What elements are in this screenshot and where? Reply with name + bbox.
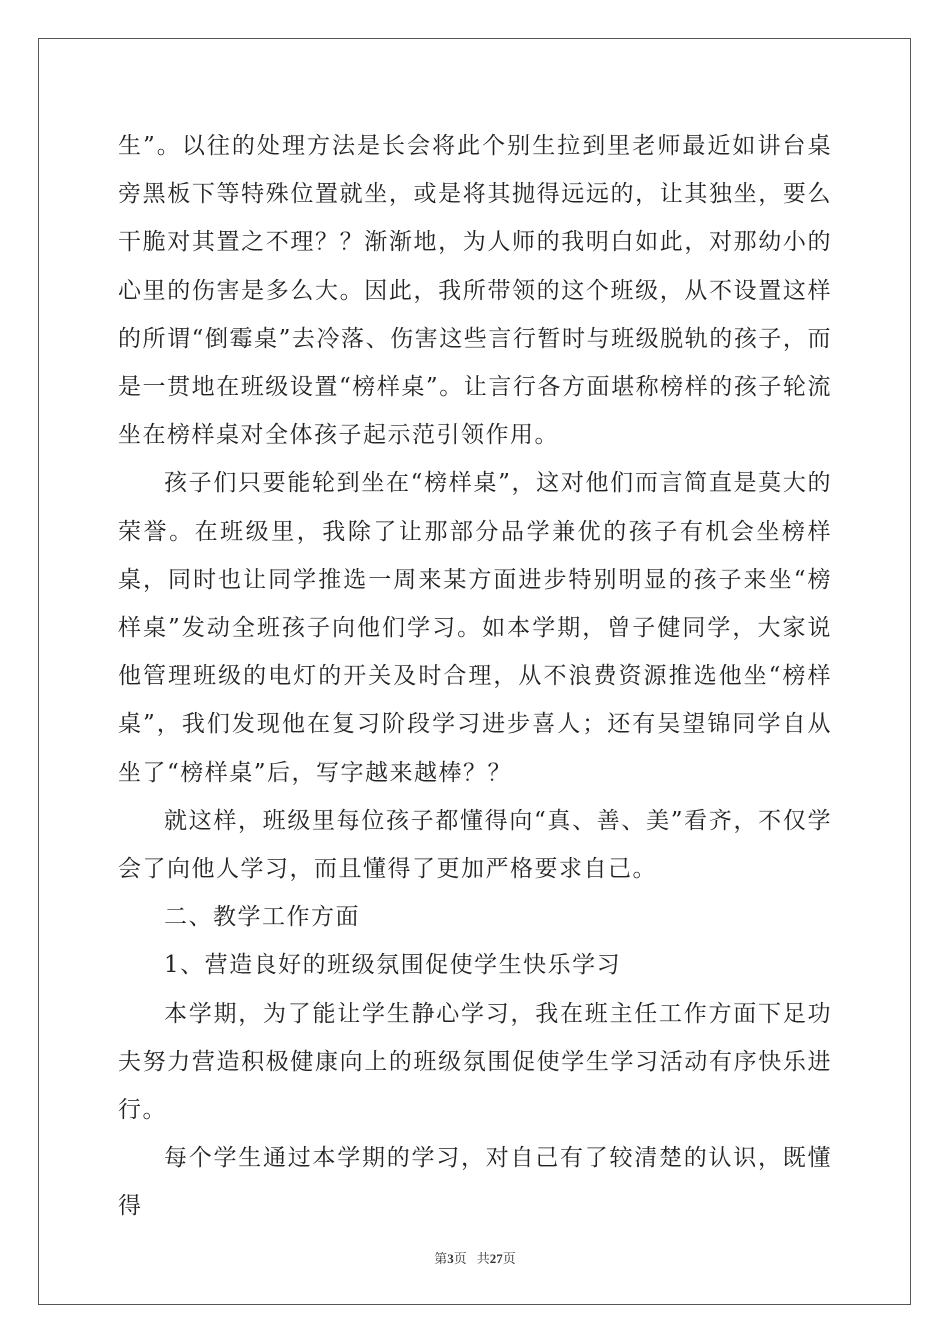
page-total: 27	[489, 1251, 503, 1266]
total-prefix: 共	[476, 1252, 490, 1267]
paragraph-4: 本学期，为了能让学生静心学习，我在班主任工作方面下足功夫努力营造积极健康向上的班级氛围促使学生学习活动有序快乐进行。	[118, 1000, 832, 1124]
page-suffix: 页	[453, 1252, 467, 1267]
paragraph-5: 每个学生通过本学期的学习，对自己有了较清楚的认识，既懂得	[118, 1145, 832, 1220]
section-heading-teaching: 二、教学工作方面	[164, 904, 360, 931]
page-current: 3	[447, 1251, 454, 1266]
page-prefix: 第	[434, 1252, 448, 1267]
paragraph-2: 孩子们只要能轮到坐在“榜样桌”，这对他们而言简直是莫大的荣誉。在班级里，我除了让那部分品学兼优的孩子有机会坐榜样桌，同时也让同学推选一周来某方面进步特别明显的孩子来坐“榜样桌”发动全班孩子向他们学习。如本学期，曾子健同学，大家说他管理班级的电灯的开关及时合理，从不浪费资源推选他坐“榜样桌”，我们发现他在复习阶段学习进步喜人；还有吴望锦同学自从坐了“榜样桌”后，写字越来越棒？？	[118, 470, 832, 786]
total-suffix: 页	[502, 1252, 516, 1267]
page-footer	[0, 1248, 950, 1267]
paragraph-1: 生”。以往的处理方法是长会将此个别生拉到里老师最近如讲台桌旁黑板下等特殊位置就坐，或是将其抛得远远的，让其独坐，要么干脆对其置之不理？？渐渐地，为人师的我明白如此，对那幼小的心里的伤害是多么大。因此，我所带领的这个班级，从不设置这样的所谓“倒霉桌”去冷落、伤害这些言行暂时与班级脱轨的孩子，而是一贯地在班级设置“榜样桌”。让言行各方面堪称榜样的孩子轮流坐在榜样桌对全体孩子起示范引领作用。	[118, 133, 832, 449]
paragraph-3: 就这样，班级里每位孩子都懂得向“真、善、美”看齐，不仅学会了向他人学习，而且懂得了更加严格要求自己。	[118, 807, 832, 883]
subsection-heading-1: 1、营造良好的班级氛围促使学生快乐学习	[164, 952, 622, 979]
document-body	[118, 122, 832, 1231]
